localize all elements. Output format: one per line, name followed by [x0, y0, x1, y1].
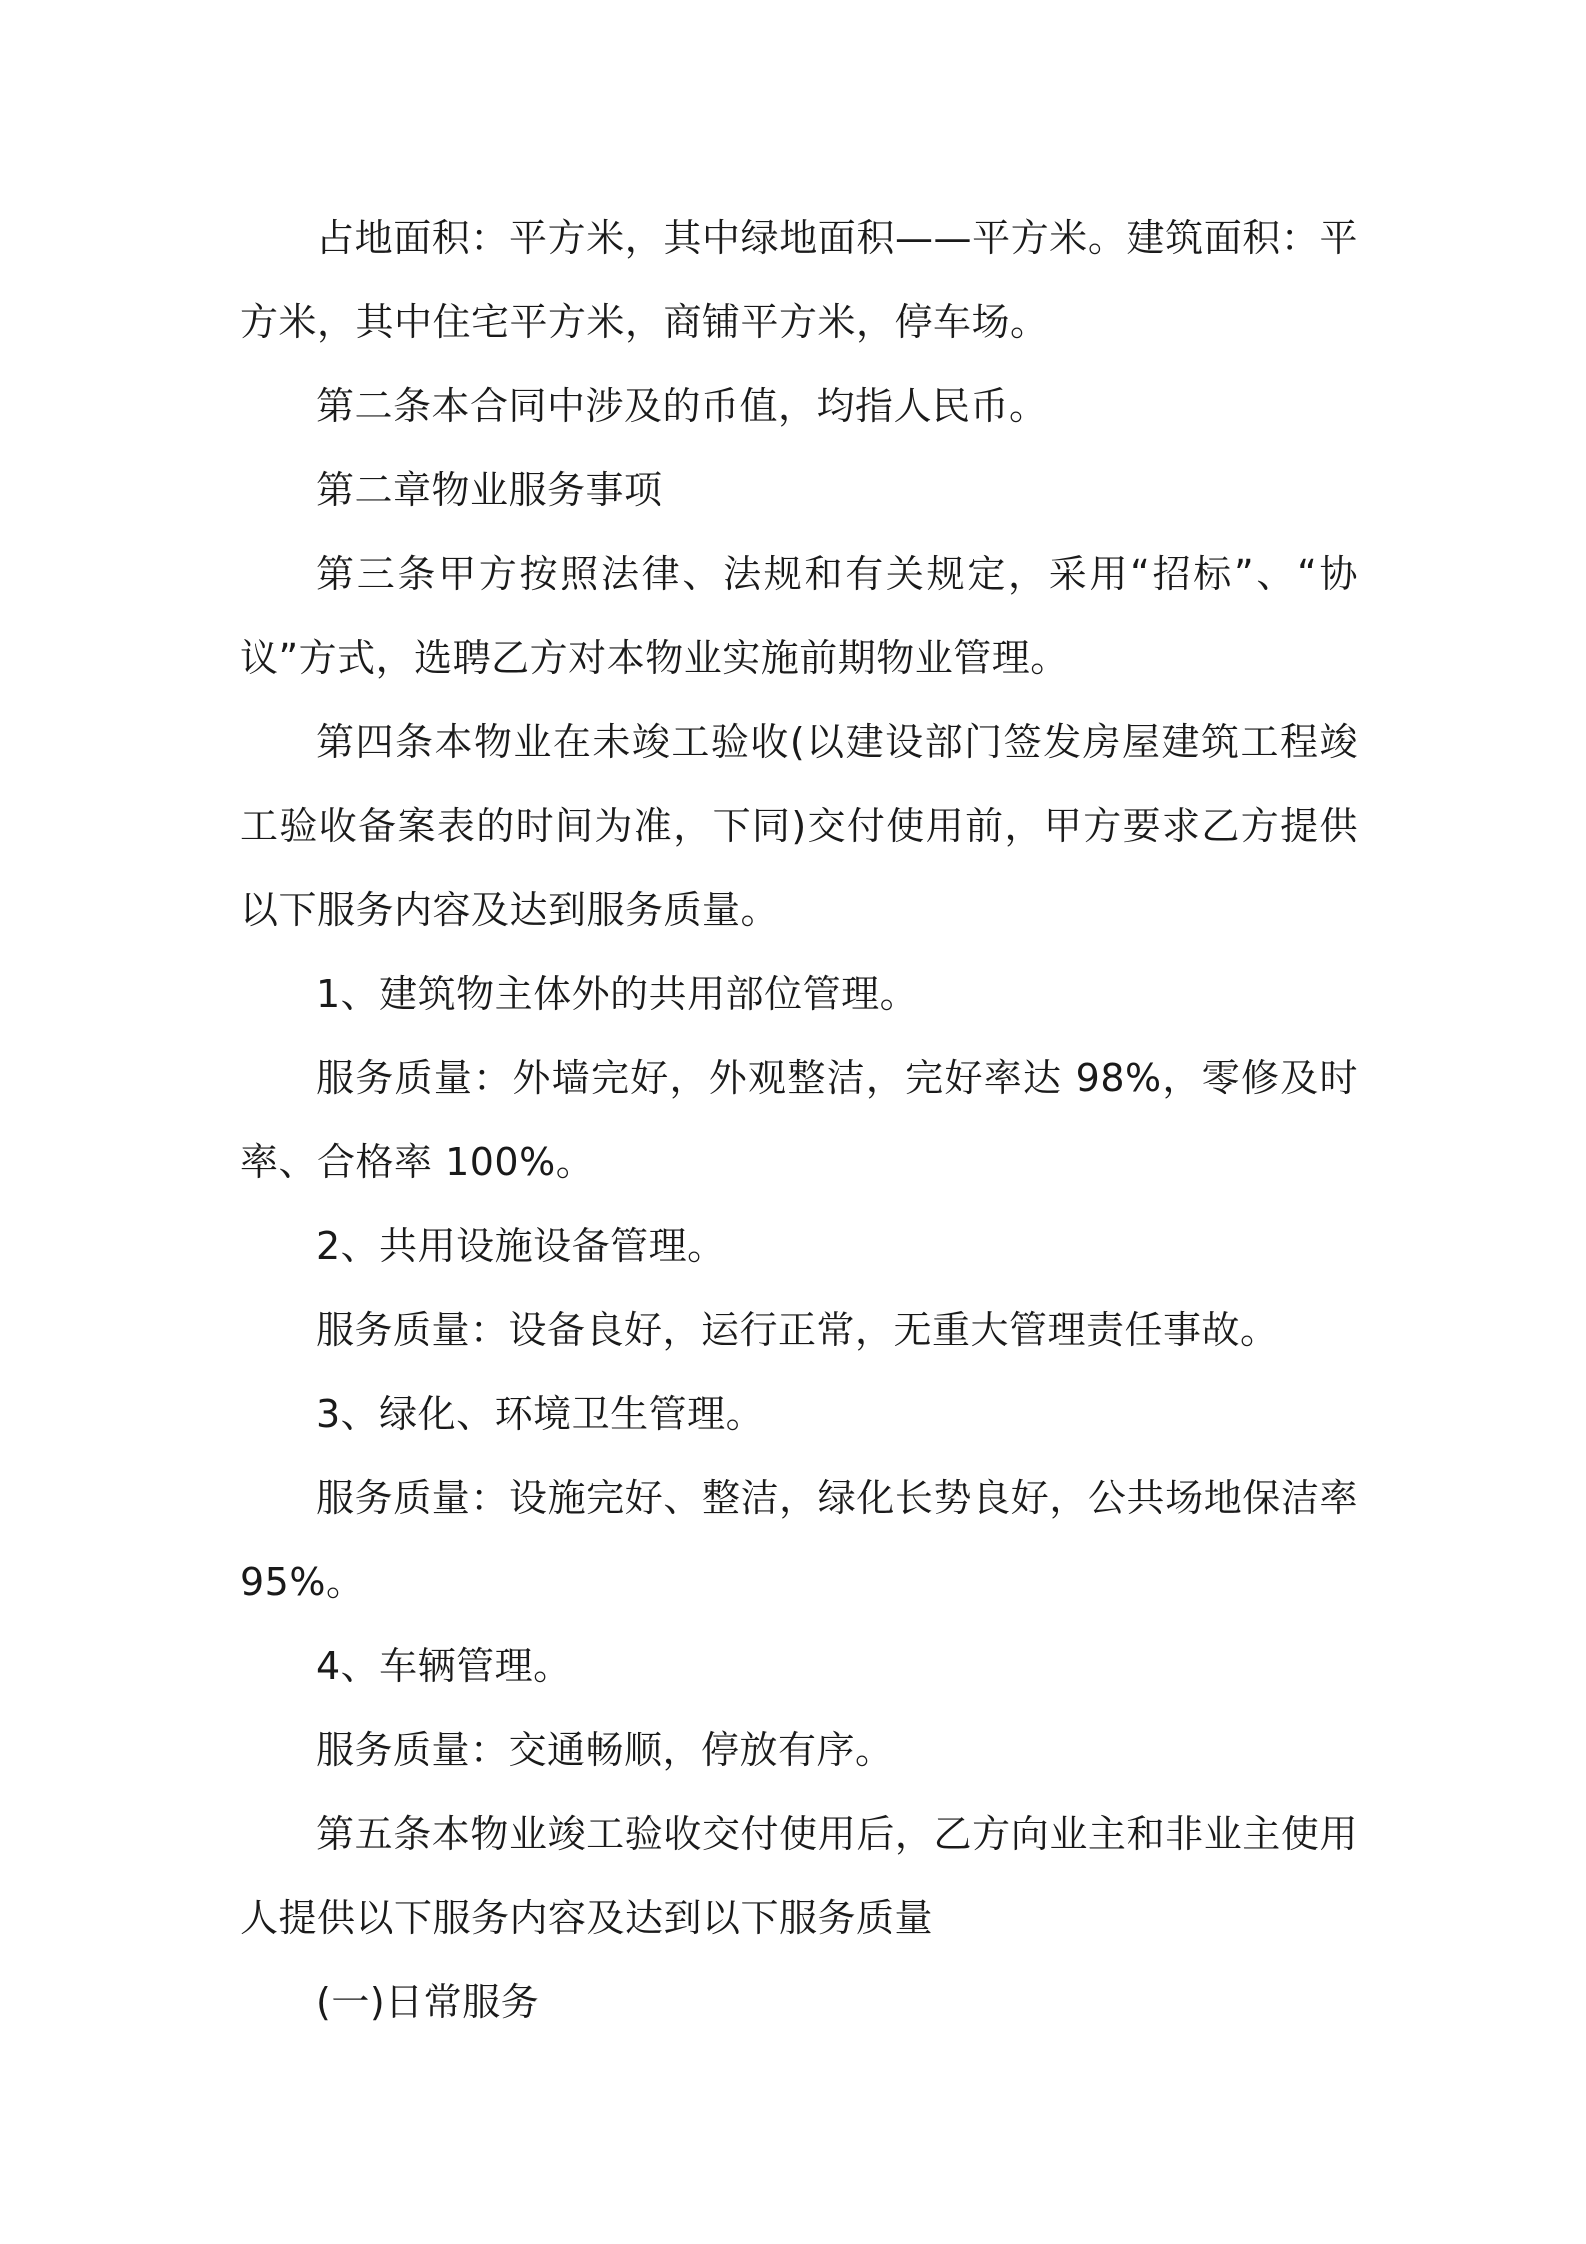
- document-body: [240, 196, 1358, 2044]
- service-quality-2: 服务质量：设备良好，运行正常，无重大管理责任事故。: [316, 1308, 1279, 1352]
- list-item-4: 4、车辆管理。: [316, 1644, 572, 1688]
- list-item-1: 1、建筑物主体外的共用部位管理。: [316, 972, 919, 1016]
- paragraph-land-area: 占地面积：平方米，其中绿地面积——平方米。建筑面积：平方米，其中住宅平方米，商铺平方米，停车场。: [240, 216, 1358, 344]
- paragraph-article-4: 第四条本物业在未竣工验收(以建设部门签发房屋建筑工程竣工验收备案表的时间为准，下同)交付使用前，甲方要求乙方提供以下服务内容及达到服务质量。: [240, 720, 1359, 932]
- list-item-2: 2、共用设施设备管理。: [316, 1224, 726, 1268]
- paragraph-article-3: 第三条甲方按照法律、法规和有关规定，采用“招标”、“协议”方式，选聘乙方对本物业实施前期物业管理。: [240, 552, 1358, 680]
- chapter-2-heading: 第二章物业服务事项: [316, 468, 663, 512]
- paragraph-article-2: 第二条本合同中涉及的币值，均指人民币。: [316, 384, 1048, 428]
- service-quality-1: 服务质量：外墙完好，外观整洁，完好率达 98%，零修及时率、合格率 100%。: [240, 1056, 1358, 1184]
- section-daily-service: (一)日常服务: [316, 1980, 540, 2024]
- service-quality-4: 服务质量：交通畅顺，停放有序。: [316, 1728, 894, 1772]
- list-item-3: 3、绿化、环境卫生管理。: [316, 1392, 765, 1436]
- service-quality-3: 服务质量：设施完好、整洁，绿化长势良好，公共场地保洁率 95%。: [240, 1476, 1358, 1604]
- paragraph-article-5: 第五条本物业竣工验收交付使用后，乙方向业主和非业主使用人提供以下服务内容及达到以下服务质量: [240, 1812, 1358, 1940]
